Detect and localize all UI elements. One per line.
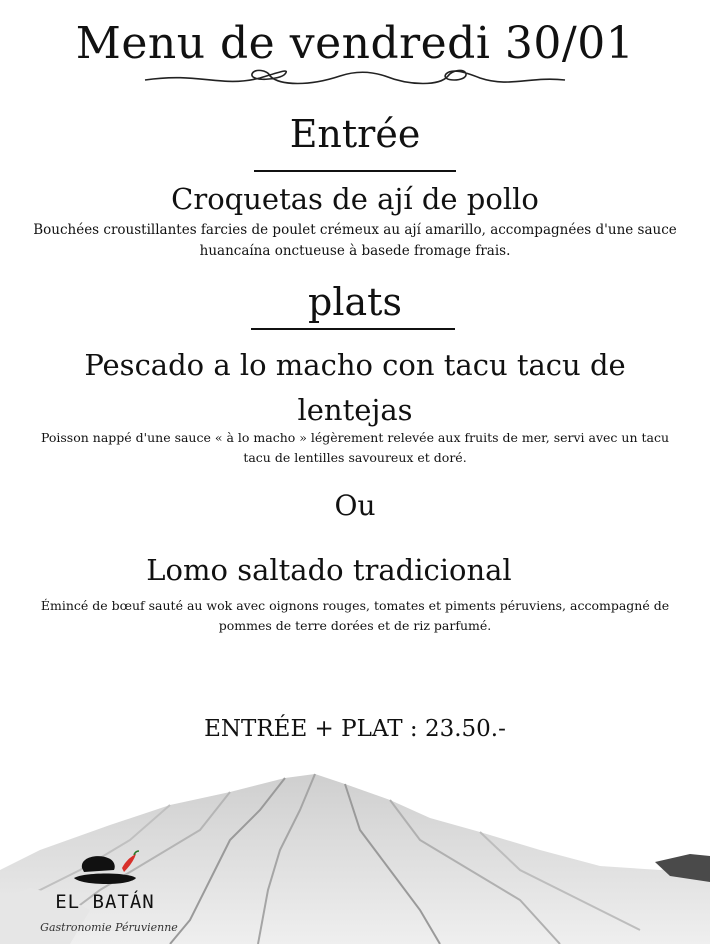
dish-description: Bouchées croustillantes farcies de poulet crémeux au ají amarillo, accompagnées d'une sauce huancaína onctueuse à basede fromage frais. <box>33 222 677 259</box>
dish-title: Croquetas de ají de pollo <box>171 182 539 216</box>
dish-title: Lomo saltado tradicional <box>146 553 512 587</box>
dish-title: Pescado a lo macho con tacu tacu de lentejas <box>84 348 626 427</box>
section-divider <box>254 170 456 172</box>
section-heading-entree: Entrée <box>289 112 421 156</box>
price-line: ENTRÉE + PLAT : 23.50.- <box>204 716 506 742</box>
brand-tagline: Gastronomie Péruvienne <box>40 921 178 934</box>
section-heading-plats: plats <box>308 280 402 324</box>
decorative-flourish <box>140 62 570 96</box>
dish-description: Poisson nappé d'une sauce « à lo macho » légèrement relevée aux fruits de mer, servi avec un tacu tacu de lentilles savoureux et doré. <box>40 430 670 465</box>
or-separator: Ou <box>334 489 376 522</box>
section-divider <box>251 328 455 330</box>
hat-with-chili-icon <box>70 850 142 890</box>
menu-title: Menu de vendredi 30/01 <box>75 18 635 69</box>
brand-name: EL BATÁN <box>55 891 155 913</box>
dish-description: Émincé de bœuf sauté au wok avec oignons rouges, tomates et piments péruviens, accompagné de pommes de terre dorées et de riz parfumé. <box>40 598 670 633</box>
